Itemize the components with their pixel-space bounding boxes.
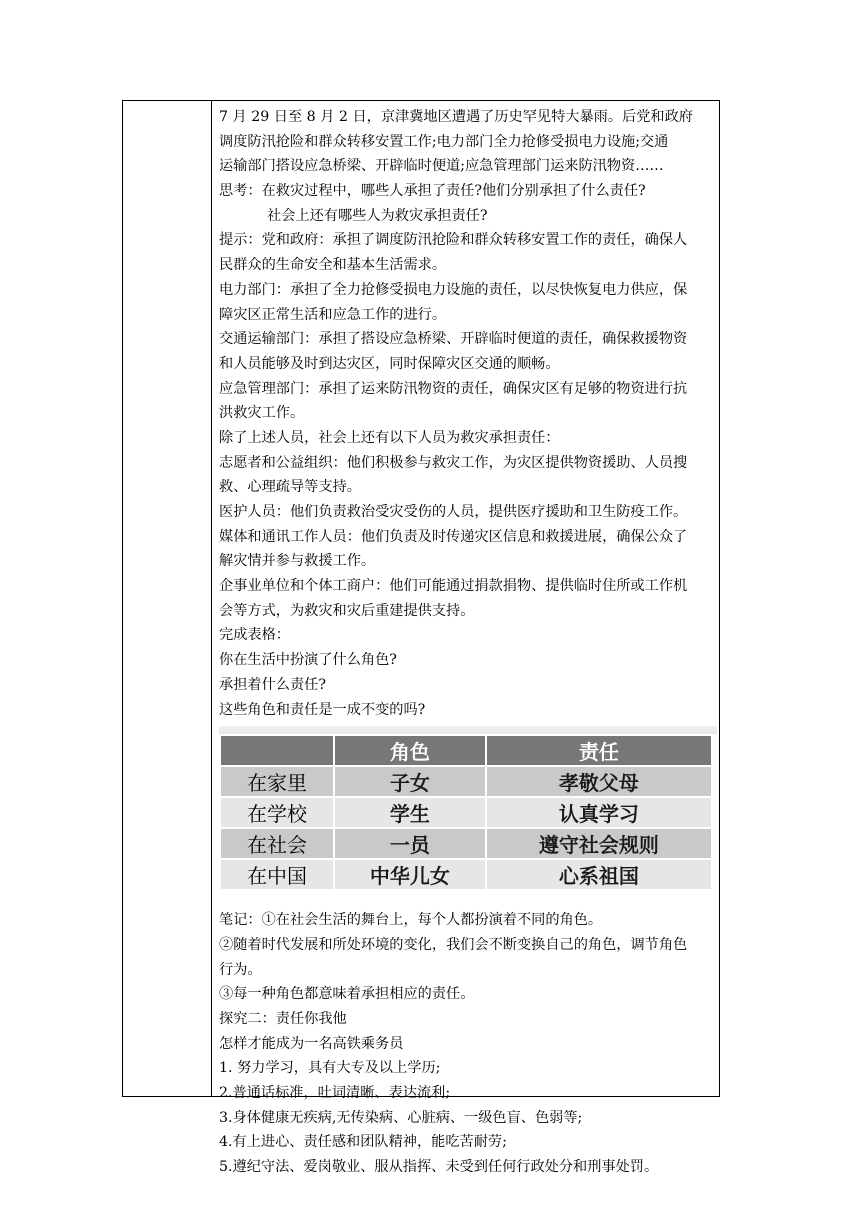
- text-line: 医护人员：他们负责救治受灾受伤的人员，提供医疗援助和卫生防疫工作。: [219, 504, 688, 520]
- text-line: 会等方式，为救灾和灾后重建提供支持。: [219, 602, 475, 619]
- table-row: [221, 798, 711, 827]
- text-line: 行为。: [219, 961, 262, 978]
- text-line: 应急管理部门：承担了运来防汛物资的责任，确保灾区有足够的物资进行抗: [219, 380, 688, 397]
- table-row: [221, 829, 711, 858]
- header-cell: 责任: [487, 736, 711, 765]
- text-line: 企事业单位和个体工商户：他们可能通过捐款捐物、提供临时住所或工作机: [219, 578, 688, 595]
- text-line: 运输部门搭设应急桥梁、开辟临时便道;应急管理部门运来防汛物资……: [219, 158, 664, 175]
- lesson-table-cell: [122, 100, 720, 1176]
- duty-cell: 遵守社会规则: [487, 829, 711, 858]
- role-cell: 学生: [335, 798, 485, 827]
- text-line: 调度防汛抢险和群众转移安置工作;电力部门全力抢修受损电力设施;交通: [219, 133, 669, 150]
- duty-cell: 孝敬父母: [487, 767, 711, 796]
- role-cell: 子女: [335, 767, 485, 796]
- roles-table-image: [219, 726, 717, 904]
- lesson-content: [219, 105, 717, 1180]
- row-label: 在中国: [221, 860, 333, 889]
- text-line: 承担着什么责任?: [219, 676, 326, 693]
- text-line: 提示：党和政府：承担了调度防汛抢险和群众转移安置工作的责任，确保人: [219, 232, 688, 249]
- text-line: 1. 努力学习，具有大专及以上学历;: [219, 1060, 441, 1077]
- text-line: 救、心理疏导等支持。: [219, 479, 361, 496]
- text-line: 媒体和通讯工作人员：他们负责及时传递灾区信息和救援进展，确保公众了: [219, 528, 688, 545]
- roles-table-header: [221, 736, 711, 765]
- text-line: 这些角色和责任是一成不变的吗?: [219, 701, 426, 718]
- text-line: 7 月 29 日至 8 月 2 日，京津冀地区遭遇了历史罕见特大暴雨。后党和政府: [219, 109, 693, 125]
- row-label: 在学校: [221, 798, 333, 827]
- text-line: 民群众的生命安全和基本生活需求。: [219, 257, 447, 274]
- row-label: 在家里: [221, 767, 333, 796]
- text-line: 电力部门：承担了全力抢修受损电力设施的责任，以尽快恢复电力供应，保: [219, 281, 688, 298]
- roles-table: [219, 734, 713, 891]
- text-line: ③每一种角色都意味着承担相应的责任。: [219, 986, 475, 1003]
- text-line: 洪救灾工作。: [219, 405, 305, 422]
- header-cell: [221, 736, 333, 765]
- duty-cell: 心系祖国: [487, 860, 711, 889]
- role-cell: 一员: [335, 829, 485, 858]
- text-line: 3.身体健康无疾病,无传染病、心脏病、一级色盲、色弱等;: [219, 1109, 583, 1126]
- image-top-strip: [219, 726, 717, 734]
- text-line: 解灾情并参与救援工作。: [219, 553, 376, 570]
- row-label: 在社会: [221, 829, 333, 858]
- text-line: 和人员能够及时到达灾区，同时保障灾区交通的顺畅。: [219, 355, 560, 372]
- text-line: 笔记：①在社会生活的舞台上，每个人都扮演着不同的角色。: [219, 912, 603, 929]
- text-line: 完成表格：: [219, 627, 290, 644]
- case-text-block: [219, 105, 717, 722]
- text-line: 怎样才能成为一名高铁乘务员: [219, 1035, 404, 1052]
- text-line: 志愿者和公益组织：他们积极参与救灾工作，为灾区提供物资援助、人员搜: [219, 454, 688, 471]
- header-cell: 角色: [335, 736, 485, 765]
- duty-cell: 认真学习: [487, 798, 711, 827]
- text-line: 你在生活中扮演了什么角色?: [219, 652, 397, 669]
- text-line: 4.有上进心、责任感和团队精神，能吃苦耐劳;: [219, 1134, 507, 1151]
- text-line: 社会上还有哪些人为救灾承担责任?: [267, 207, 488, 224]
- text-line: 探究二：责任你我他: [219, 1010, 347, 1027]
- text-line: 5.遵纪守法、爱岗敬业、服从指挥、未受到任何行政处分和刑事处罚。: [219, 1159, 659, 1176]
- text-line: 障灾区正常生活和应急工作的进行。: [219, 306, 447, 323]
- text-line: 思考：在救灾过程中，哪些人承担了责任?他们分别承担了什么责任?: [219, 183, 646, 200]
- table-row: [221, 767, 711, 796]
- role-cell: 中华儿女: [335, 860, 485, 889]
- notes-text-block: [219, 908, 717, 1180]
- column-divider: [211, 101, 212, 1096]
- text-line: 2.普通话标准，吐词清晰、表达流利;: [219, 1085, 451, 1101]
- table-row: [221, 860, 711, 889]
- text-line: 交通运输部门：承担了搭设应急桥梁、开辟临时便道的责任，确保救援物资: [219, 331, 688, 348]
- text-line: ②随着时代发展和所处环境的变化，我们会不断变换自己的角色，调节角色: [219, 936, 688, 953]
- text-line: 除了上述人员，社会上还有以下人员为救灾承担责任：: [219, 429, 560, 446]
